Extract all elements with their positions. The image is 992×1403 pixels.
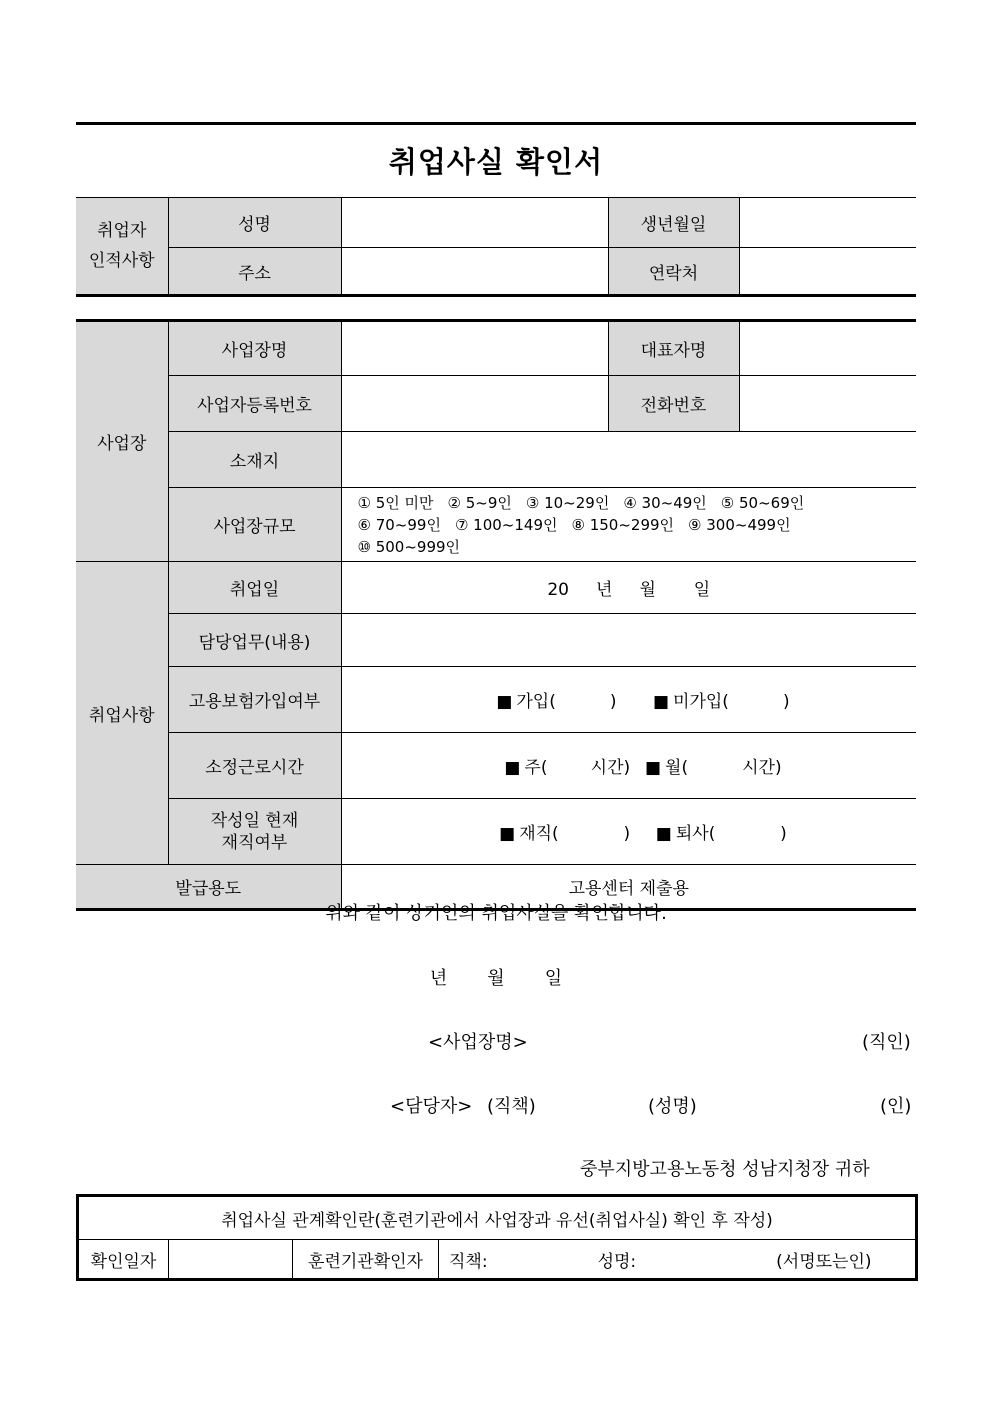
address-label: 주소 (168, 248, 341, 296)
confirm-date-field[interactable] (169, 1240, 293, 1280)
location-field[interactable] (341, 432, 916, 488)
duty-field[interactable] (341, 614, 916, 667)
scale-option[interactable]: ⑤ 50~69인 (720, 493, 805, 512)
duty-label: 담당업무(내용) (168, 614, 341, 667)
workplace-section-label: 사업장 (76, 321, 168, 562)
insurance-label: 고용보험가입여부 (168, 667, 341, 733)
address-field[interactable] (341, 248, 608, 296)
manager-position: (직책) (487, 1096, 536, 1117)
confirmation-table (76, 1194, 918, 1281)
contact-label: 연락처 (608, 248, 739, 296)
hours-month-checkbox[interactable]: ■ (644, 758, 662, 778)
ceo-field[interactable] (739, 321, 916, 376)
status-employed-label: 재직( ) (519, 824, 631, 844)
reg-no-field[interactable] (341, 376, 608, 432)
insurance-field (341, 667, 916, 733)
purpose-label: 발급용도 (76, 865, 341, 910)
scale-option[interactable]: ② 5~9인 (447, 493, 512, 512)
checker-name-label: 성명: (597, 1251, 637, 1272)
hours-week-checkbox[interactable]: ■ (504, 758, 521, 778)
insurance-yes-label: 가입( ) (516, 692, 617, 712)
personal-info-table (76, 197, 916, 297)
statement: 위와 같이 상기인의 취업사실을 확인합니다. (325, 903, 667, 924)
start-date-field[interactable]: 20 년 월 일 (341, 562, 916, 614)
confirmation-header: 취업사실 관계확인란(훈련기관에서 사업장과 유선(취업사실) 확인 후 작성) (78, 1196, 917, 1240)
date-line: 년 월 일 (429, 968, 563, 989)
insurance-no-checkbox[interactable]: ■ (652, 692, 670, 712)
status-label: 작성일 현재 재직여부 (168, 799, 341, 865)
insurance-yes-checkbox[interactable]: ■ (496, 692, 513, 712)
ceo-label: 대표자명 (608, 321, 739, 376)
company-name-label: 사업장명 (168, 321, 341, 376)
start-date-label: 취업일 (168, 562, 341, 614)
checker-position-label: 직책: (449, 1251, 488, 1272)
manager-sign-label: <담당자> (390, 1096, 473, 1117)
company-name-field[interactable] (341, 321, 608, 376)
scale-label: 사업장규모 (168, 488, 341, 562)
manager-name: (성명) (648, 1096, 697, 1117)
hours-field (341, 733, 916, 799)
company-seal: (직인) (862, 1032, 911, 1053)
status-field (341, 799, 916, 865)
manager-seal: (인) (880, 1096, 912, 1117)
phone-field[interactable] (739, 376, 916, 432)
employment-section-label: 취업사항 (76, 562, 168, 865)
phone-label: 전화번호 (608, 376, 739, 432)
contact-field[interactable] (739, 248, 916, 296)
scale-option[interactable]: ④ 30~49인 (623, 493, 707, 512)
workplace-table (76, 319, 916, 911)
birth-field[interactable] (739, 198, 916, 248)
checker-field[interactable] (439, 1240, 917, 1280)
name-field[interactable] (341, 198, 608, 248)
birth-label: 생년월일 (608, 198, 739, 248)
document-title: 취업사실 확인서 (388, 145, 604, 179)
scale-option[interactable]: ⑦ 100~149인 (454, 515, 558, 534)
location-label: 소재지 (168, 432, 341, 488)
reg-no-label: 사업자등록번호 (168, 376, 341, 432)
scale-option[interactable]: ⑥ 70~99인 (357, 515, 441, 534)
purpose-value: 고용센터 제출용 (341, 865, 916, 910)
checker-sign-label: (서명또는인) (776, 1251, 872, 1272)
recipient: 중부지방고용노동청 성남지청장 귀하 (580, 1159, 870, 1180)
status-resigned-checkbox[interactable]: ■ (655, 824, 672, 844)
name-label: 성명 (168, 198, 341, 248)
hours-month-label: 월( 시간) (665, 758, 782, 778)
hours-week-label: 주( 시간) (524, 758, 631, 778)
status-resigned-label: 퇴사( ) (675, 824, 787, 844)
status-employed-checkbox[interactable]: ■ (499, 824, 516, 844)
hours-label: 소정근로시간 (168, 733, 341, 799)
scale-options (341, 488, 916, 562)
personal-section-label: 취업자 인적사항 (76, 198, 168, 296)
scale-option[interactable]: ① 5인 미만 (357, 493, 434, 512)
company-sign-label: <사업장명> (428, 1032, 528, 1053)
checker-label: 훈련기관확인자 (293, 1240, 439, 1280)
scale-option[interactable]: ⑨ 300~499인 (688, 515, 791, 534)
scale-option[interactable]: ⑩ 500~999인 (357, 537, 461, 556)
insurance-no-label: 미가입( ) (673, 692, 790, 712)
title-top-rule (76, 122, 916, 125)
scale-option[interactable]: ⑧ 150~299인 (571, 515, 675, 534)
scale-option[interactable]: ③ 10~29인 (525, 493, 610, 512)
confirm-date-label: 확인일자 (78, 1240, 169, 1280)
